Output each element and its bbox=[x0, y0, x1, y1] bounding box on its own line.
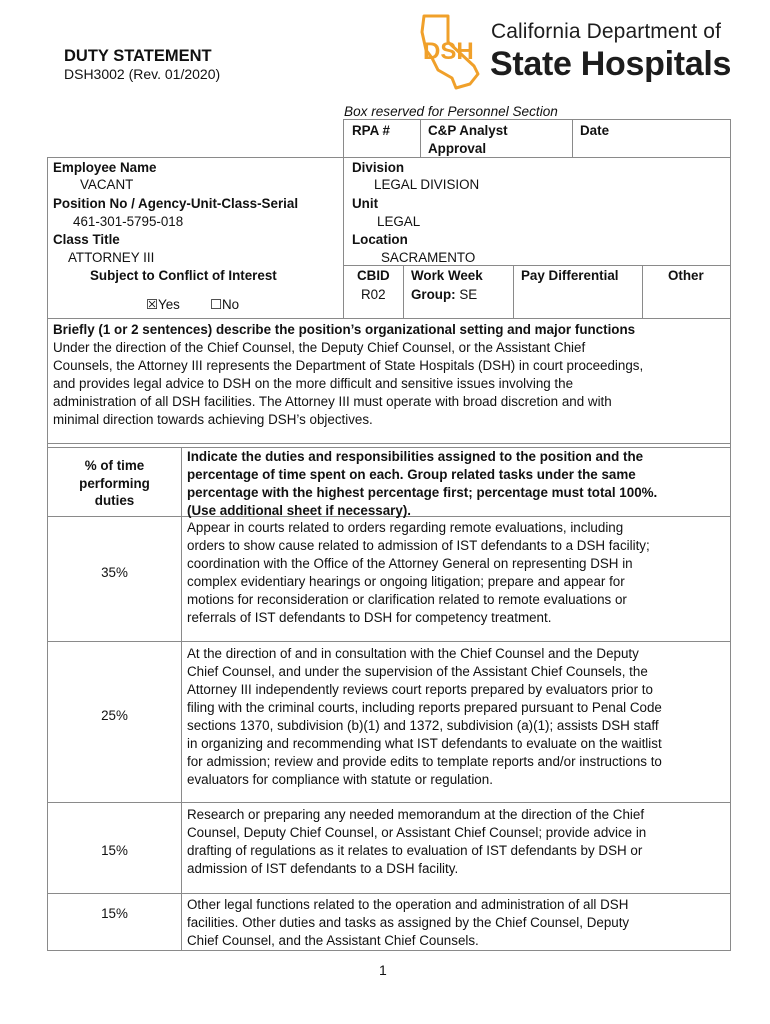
duty-line: Appear in courts related to orders regarding remote evaluations, including bbox=[187, 520, 624, 535]
duty-line: referrals of IST defendants to DSH for competency treatment. bbox=[187, 610, 552, 625]
header-line: % of time bbox=[84, 458, 145, 473]
description-line: Counsels, the Attorney III represents the Department of State Hospitals (DSH) in court proceedings, bbox=[53, 358, 644, 373]
work-week-label: Work Week bbox=[411, 268, 483, 283]
class-title-label: Class Title bbox=[53, 232, 120, 247]
duty-line: sections 1370, subdivision (b)(1) and 1372, subdivision (a)(1); assists DSH staff bbox=[187, 718, 659, 733]
other-label: Other bbox=[668, 268, 704, 283]
duty-line: Chief Counsel, and under the supervision of the Assistant Chief Counsels, the bbox=[187, 664, 648, 679]
employee-name-label: Employee Name bbox=[53, 160, 157, 175]
description-line: administration of all DSH facilities. The Attorney III must operate with broad discretion and with bbox=[53, 394, 612, 409]
personnel-box-label: Box reserved for Personnel Section bbox=[344, 104, 558, 119]
duty-line: Chief Counsel, and the Assistant Chief Counsels. bbox=[187, 933, 479, 948]
duty-description bbox=[187, 519, 650, 627]
conflict-of-interest-label: Subject to Conflict of Interest bbox=[90, 268, 277, 283]
unit-value: LEGAL bbox=[377, 214, 421, 229]
instruction-line: (Use additional sheet if necessary). bbox=[187, 503, 411, 518]
document-title: DUTY STATEMENT bbox=[64, 47, 212, 65]
duty-line: Research or preparing any needed memorandum at the direction of the Chief bbox=[187, 807, 645, 822]
duty-line: admission of IST defendants to a DSH facility. bbox=[187, 861, 459, 876]
duties-instructions bbox=[187, 448, 657, 520]
page-number: 1 bbox=[379, 962, 387, 978]
logo-state-hospitals-line: State Hospitals bbox=[490, 45, 732, 83]
duty-line: Attorney III independently reviews court reports prepared by evaluators prior to bbox=[187, 682, 653, 697]
group-label: Group: bbox=[411, 287, 456, 302]
duty-line: filing with the criminal courts, including reports prepared pursuant to Penal Code bbox=[187, 700, 662, 715]
yes-label: Yes bbox=[158, 297, 180, 312]
instruction-line: percentage of time spent on each. Group related tasks under the same bbox=[187, 467, 636, 482]
logo-department-line: California Department of bbox=[491, 20, 722, 43]
no-label: No bbox=[222, 297, 240, 312]
instruction-line: Indicate the duties and responsibilities assigned to the position and the bbox=[187, 449, 644, 464]
duty-percent: 35% bbox=[101, 565, 128, 580]
rpa-label: RPA # bbox=[352, 123, 390, 138]
pay-differential-label: Pay Differential bbox=[521, 268, 619, 283]
duty-description bbox=[187, 896, 629, 950]
duty-line: facilities. Other duties and tasks as assigned by the Chief Counsel, Deputy bbox=[187, 915, 630, 930]
duty-line: in organizing and recommending what IST defendants to evaluate on the waitlist bbox=[187, 736, 662, 751]
description-text bbox=[53, 339, 643, 429]
logo-abbr: DSH bbox=[423, 38, 474, 65]
cbid-label: CBID bbox=[357, 268, 390, 283]
unit-label: Unit bbox=[352, 196, 379, 211]
position-number-label: Position No / Agency-Unit-Class-Serial bbox=[53, 196, 299, 211]
division-value: LEGAL DIVISION bbox=[374, 177, 480, 192]
cbid-value: R02 bbox=[361, 287, 386, 302]
location-label: Location bbox=[352, 232, 408, 247]
dsh-logo bbox=[418, 14, 738, 90]
duty-line: Other legal functions related to the operation and administration of all DSH bbox=[187, 897, 629, 912]
percent-time-header bbox=[48, 457, 181, 510]
duty-line: for admission; review and provide edits to template reports and/or instructions to bbox=[187, 754, 662, 769]
conflict-no-option[interactable] bbox=[210, 296, 239, 314]
description-heading: Briefly (1 or 2 sentences) describe the position’s organizational setting and major functions bbox=[53, 322, 636, 337]
checkbox-unchecked-icon[interactable]: ☐ bbox=[210, 297, 223, 312]
duty-description bbox=[187, 645, 662, 789]
header-line: performing bbox=[79, 475, 150, 491]
instruction-line: percentage with the highest percentage first; percentage must total 100%. bbox=[187, 485, 658, 500]
class-title-value: ATTORNEY III bbox=[68, 250, 155, 265]
work-week-group bbox=[411, 286, 477, 304]
duty-percent: 25% bbox=[101, 708, 128, 723]
description-line: minimal direction towards achieving DSH’s objectives. bbox=[53, 412, 373, 427]
duty-line: At the direction of and in consultation with the Chief Counsel and the Deputy bbox=[187, 646, 639, 661]
cp-analyst-label: C&P Analyst bbox=[428, 123, 508, 138]
header-line: duties bbox=[94, 493, 135, 508]
location-value: SACRAMENTO bbox=[381, 250, 476, 265]
employee-name-value: VACANT bbox=[80, 177, 134, 192]
date-label: Date bbox=[580, 123, 610, 138]
duty-description bbox=[187, 806, 646, 878]
duty-line: motions for reconsideration or clarification related to remote evaluations or bbox=[187, 592, 627, 607]
duty-percent: 15% bbox=[101, 843, 128, 858]
duty-line: orders to show cause related to admission of IST defendants to a DSH facility; bbox=[187, 538, 650, 553]
group-value: SE bbox=[459, 287, 478, 302]
position-number-value: 461-301-5795-018 bbox=[73, 214, 184, 229]
description-line: and provides legal advice to DSH on the more difficult and sensitive issues involving the bbox=[53, 376, 574, 391]
form-revision: DSH3002 (Rev. 01/2020) bbox=[64, 66, 221, 82]
division-label: Division bbox=[352, 160, 405, 175]
california-map-icon bbox=[418, 14, 488, 90]
conflict-yes-option[interactable] bbox=[146, 296, 180, 314]
duty-line: Counsel, Deputy Chief Counsel, or Assistant Chief Counsel; provide advice in bbox=[187, 825, 647, 840]
duty-line: drafting of regulations as it relates to evaluation of IST defendants by DSH or bbox=[187, 843, 643, 858]
duty-line: complex evidentiary hearings or ongoing litigation; prepare and appear for bbox=[187, 574, 625, 589]
duty-line: coordination with the Office of the Attorney General on representing DSH in bbox=[187, 556, 633, 571]
duty-percent: 15% bbox=[101, 906, 128, 921]
duty-line: evaluators for compliance with statute or regulation. bbox=[187, 772, 493, 787]
description-line: Under the direction of the Chief Counsel, the Deputy Chief Counsel, or the Assistant Chief bbox=[53, 340, 586, 355]
cp-approval-label: Approval bbox=[428, 141, 487, 156]
checkbox-checked-icon[interactable]: ☒ bbox=[146, 297, 159, 312]
